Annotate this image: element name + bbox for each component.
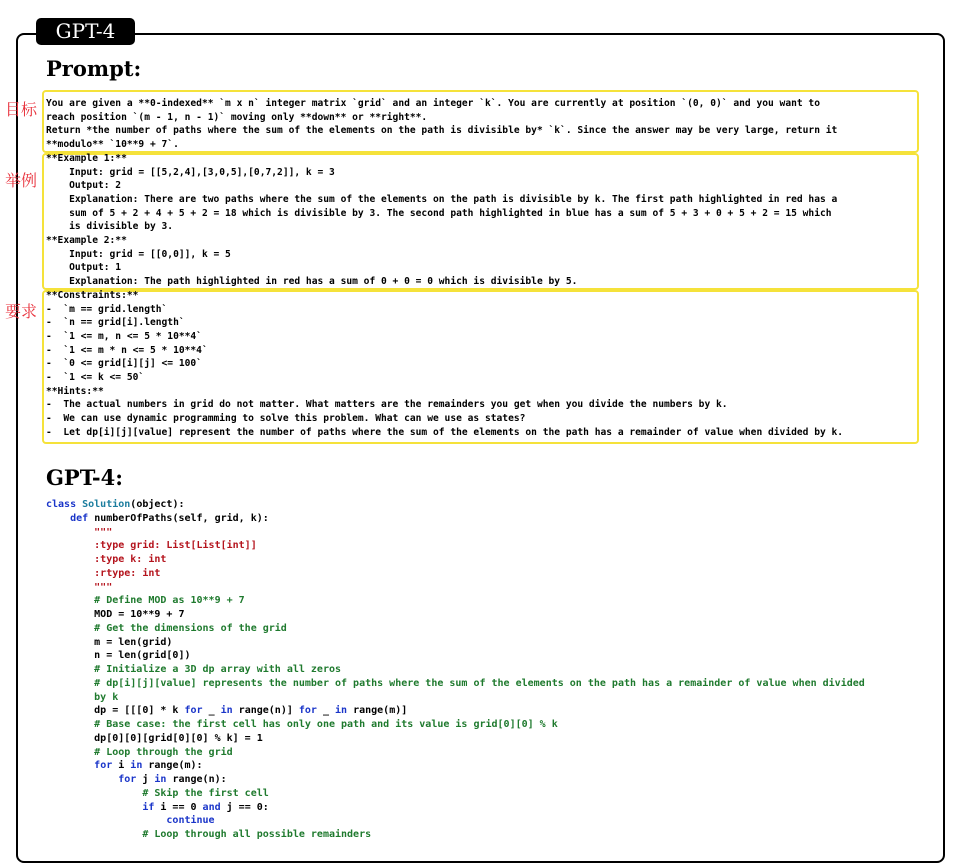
prompt-line: - `1 <= m * n <= 5 * 10**4` (46, 344, 208, 356)
code-line (46, 663, 341, 677)
code-token: """ (46, 581, 113, 593)
code-token: j (136, 774, 155, 785)
code-token: """ (46, 526, 113, 538)
code-token: j == 0: (220, 801, 269, 813)
code-token: def (70, 512, 95, 524)
code-token: # Get the dimensions of the grid (46, 622, 287, 634)
code-token: :type k: int (46, 554, 167, 565)
code-token: numberOfPaths(self, grid, k): (94, 512, 269, 524)
code-line (46, 814, 215, 828)
code-line (46, 759, 203, 773)
code-token: in (335, 705, 348, 717)
code-token: in (154, 774, 167, 785)
prompt-line: reach position `(m - 1, n - 1)` moving only **down** or **right**. (46, 111, 428, 123)
code-line (46, 636, 172, 650)
code-token: n = len(grid[0]) (46, 650, 191, 662)
prompt-line: Input: grid = [[5,2,4],[3,0,5],[0,7,2]], k = 3 (46, 166, 335, 178)
code-line (46, 801, 269, 815)
code-token: in (220, 705, 233, 717)
code-token: class (46, 499, 83, 510)
code-token: i (112, 760, 131, 772)
prompt-line: - `n == grid[i].length` (46, 317, 185, 329)
code-token: for (94, 760, 113, 772)
code-token: # Skip the first cell (46, 787, 269, 799)
code-token (46, 513, 70, 524)
code-line (46, 787, 269, 801)
code-token: for (298, 705, 317, 717)
code-line (46, 581, 112, 595)
code-token: and (202, 801, 221, 813)
code-token: m = len(grid) (46, 636, 173, 648)
code-line (46, 512, 269, 526)
goal-label: 目标 (5, 100, 38, 119)
code-token: # dp[i][j][value] represents the number of paths where the sum of the elements on the path has a remainder of value when divided (46, 677, 865, 689)
code-token: i == 0 (154, 801, 203, 813)
code-token: _ (316, 705, 336, 717)
code-token: dp[0][0][grid[0][0] % k] = 1 (46, 732, 263, 744)
prompt-line: - `1 <= m, n <= 5 * 10**4` (46, 330, 202, 342)
code-token (46, 760, 94, 771)
prompt-line: - We can use dynamic programming to solve this problem. What can we use as states? (46, 413, 526, 425)
prompt-line: - Let dp[i][j][value] represent the number of paths where the sum of the elements on the path has a remainder of value when divided by k. (46, 426, 844, 438)
code-line (46, 622, 287, 636)
prompt-line: - The actual numbers in grid do not matter. What matters are the remainders you get when you divide the numbers by k. (46, 399, 728, 411)
prompt-line: Explanation: The path highlighted in red has a sum of 0 + 0 = 0 which is divisible by 5. (46, 276, 578, 288)
code-token (46, 774, 118, 785)
code-line (46, 608, 184, 622)
code-token: # Define MOD as 10**9 + 7 (46, 595, 245, 607)
prompt-line: sum of 5 + 2 + 4 + 5 + 2 = 18 which is divisible by 3. The second path highlighted in blue has a sum of 5 + 3 + 0 + 5 + 2 = 15 which (46, 207, 832, 219)
code-line (46, 498, 184, 512)
prompt-line: Output: 1 (46, 262, 122, 274)
code-token: Solution (82, 499, 131, 510)
code-token: (object): (130, 499, 185, 510)
response-heading: GPT-4: (46, 465, 123, 490)
prompt-line: **Constraints:** (46, 289, 139, 301)
code-token: range(m): (142, 760, 203, 772)
code-line (46, 594, 245, 608)
code-line (46, 649, 191, 663)
code-line (46, 526, 112, 540)
prompt-line: is divisible by 3. (46, 221, 174, 233)
prompt-line: Return *the number of paths where the sum of the elements on the path is divisible by* `k`. Since the answer may be very large, return it (46, 125, 838, 137)
code-token: range(n)] (232, 705, 299, 717)
prompt-line: You are given a **0-indexed** `m x n` integer matrix `grid` and an integer `k`. You are currently at position `(0, 0)` and you want to (46, 98, 820, 109)
code-token (46, 802, 142, 813)
prompt-line: **Example 1:** (46, 152, 127, 164)
requirement-label: 要求 (5, 302, 38, 321)
code-token: # Initialize a 3D dp array with all zeros (46, 664, 342, 675)
code-line (46, 828, 371, 842)
prompt-line: Explanation: There are two paths where the sum of the elements on the path is divisible by k. The first path highlighted in red has a (46, 193, 838, 205)
code-line (46, 567, 160, 581)
code-token: range(n): (166, 774, 227, 785)
prompt-line: **Example 2:** (46, 235, 127, 246)
code-token: :type grid: List[List[int]] (46, 540, 257, 552)
code-token: # Loop through all possible remainders (46, 829, 372, 840)
code-token: in (130, 760, 143, 772)
code-line (46, 718, 558, 732)
prompt-line: - `0 <= grid[i][j] <= 100` (46, 358, 202, 370)
code-token: MOD = 10**9 + 7 (46, 609, 185, 620)
code-token: range(m)] (347, 705, 408, 717)
code-token: for (184, 705, 203, 717)
code-line (46, 732, 263, 746)
code-token: for (118, 774, 137, 785)
code-line (46, 773, 227, 787)
code-line (46, 677, 865, 691)
code-token: _ (202, 705, 221, 717)
code-token: # Base case: the first cell has only one path and its value is grid[0][0] % k (46, 719, 558, 730)
prompt-line: - `1 <= k <= 50` (46, 372, 145, 383)
prompt-heading: Prompt: (46, 56, 142, 81)
code-line (46, 539, 257, 553)
code-line (46, 704, 407, 718)
prompt-line: Input: grid = [[0,0]], k = 5 (46, 248, 231, 260)
prompt-line: Output: 2 (46, 180, 122, 192)
code-token: :rtype: int (46, 567, 161, 579)
code-line (46, 553, 166, 567)
prompt-line: **Hints:** (46, 385, 104, 397)
model-tab: GPT-4 (36, 18, 135, 45)
code-token: if (142, 801, 155, 813)
code-line (46, 746, 233, 760)
example-label: 举例 (5, 171, 38, 190)
code-token: continue (46, 815, 215, 827)
prompt-line: **modulo** `10**9 + 7`. (46, 139, 179, 151)
code-token: by k (46, 691, 119, 703)
prompt-line: - `m == grid.length` (46, 303, 168, 315)
code-line (46, 691, 118, 705)
code-token: # Loop through the grid (46, 746, 233, 758)
code-token: dp = [[[0] * k (46, 705, 185, 717)
